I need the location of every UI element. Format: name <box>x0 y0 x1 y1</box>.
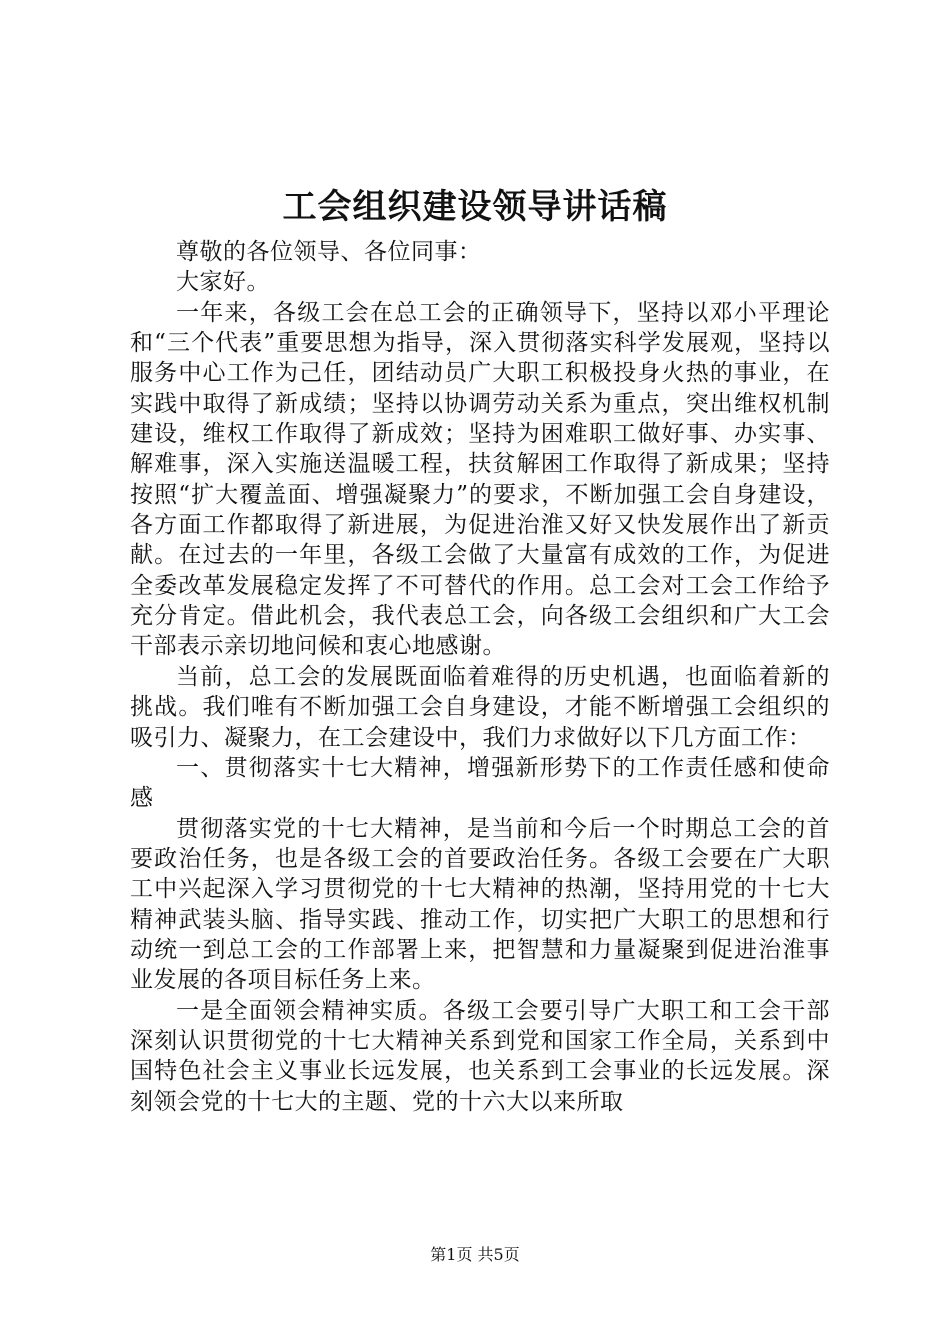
body-paragraph: 贯彻落实党的十七大精神，是当前和今后一个时期总工会的首要政治任务，也是各级工会的首要政治任务。各级工会要在广大职工中兴起深入学习贯彻党的十七大精神的热潮，坚持用党的十七大精神武装头脑、指导实践、推动工作，切实把广大职工的思想和行动统一到总工会的工作部署上来，把智慧和力量凝聚到促进治淮事业发展的各项目标任务上来。 <box>130 815 830 994</box>
document-title: 工会组织建设领导讲话稿 <box>282 187 668 227</box>
salutation-paragraph: 尊敬的各位领导、各位同事： <box>176 239 482 265</box>
body-paragraph: 一年来，各级工会在总工会的正确领导下，坚持以邓小平理论和“三个代表”重要思想为指导，深入贯彻落实科学发展观，坚持以服务中心工作为己任，团结动员广大职工积极投身火热的事业，在实践中取得了新成绩；坚持以协调劳动关系为重点，突出维权机制建设，维权工作取得了新成效；坚持为困难职工做好事、办实事、解难事，深入实施送温暖工程，扶贫解困工作取得了新成果；坚持按照“扩大覆盖面、增强凝聚力”的要求，不断加强工会自身建设，各方面工作都取得了新进展，为促进治淮又好又快发展作出了新贡献。在过去的一年里，各级工会做了大量富有成效的工作，为促进全委改革发展稳定发挥了不可替代的作用。总工会对工会工作给予充分肯定。借此机会，我代表总工会，向各级工会组织和广大工会干部表示亲切地问候和衷心地感谢。 <box>130 299 830 660</box>
greeting-paragraph: 大家好。 <box>176 269 270 296</box>
body-paragraph: 当前，总工会的发展既面临着难得的历史机遇，也面临着新的挑战。我们唯有不断加强工会自身建设，才能不断增强工会组织的吸引力、凝聚力，在工会建设中，我们力求做好以下几方面工作： <box>130 663 830 751</box>
document-body <box>130 237 830 1117</box>
body-paragraph: 一是全面领会精神实质。各级工会要引导广大职工和工会干部深刻认识贯彻党的十七大精神关系到党和国家工作全局，关系到中国特色社会主义事业长远发展，也关系到工会事业的长远发展。深刻领会党的十七大的主题、党的十六大以来所取 <box>130 997 830 1115</box>
page-number-footer: 第1页 共5页 <box>430 1245 520 1264</box>
section-heading: 一、贯彻落实十七大精神，增强新形势下的工作责任感和使命感 <box>130 754 830 812</box>
